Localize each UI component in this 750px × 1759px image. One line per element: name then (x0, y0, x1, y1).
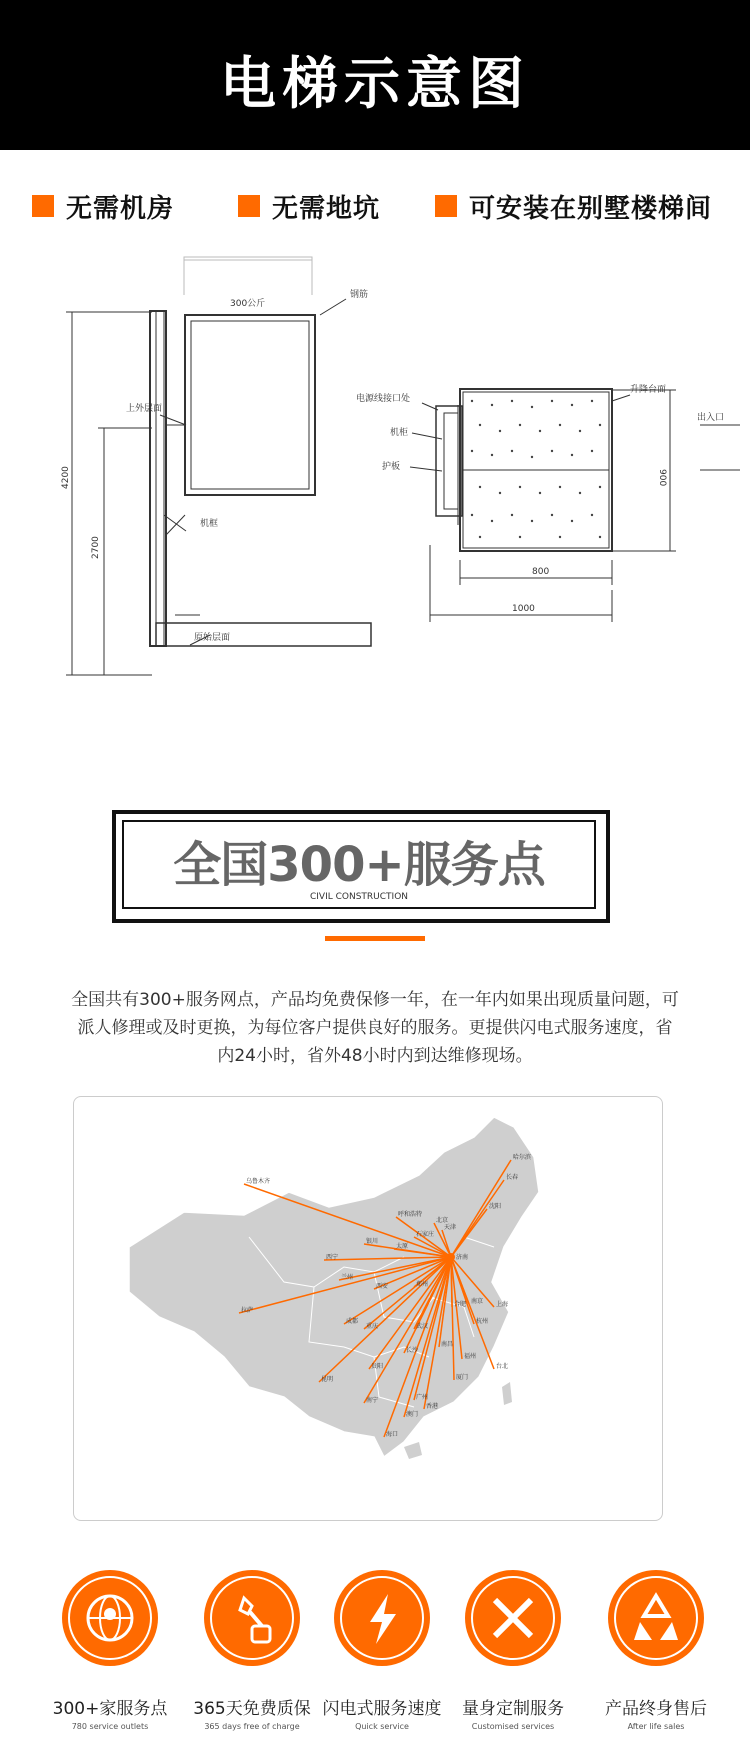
city-label: 哈尔滨 (513, 1154, 532, 1161)
city-label: 太原 (396, 1243, 409, 1250)
city-label: 长沙 (406, 1347, 419, 1354)
icon-service-outlets: 300+家服务点 780 service outlets (40, 1570, 180, 1731)
city-label: 拉萨 (241, 1307, 254, 1314)
label-platform: 升降台面 (630, 385, 667, 395)
label-2700: 2700 (91, 536, 101, 559)
city-label: 石家庄 (416, 1231, 435, 1238)
city-label: 上海 (496, 1301, 509, 1308)
city-label: 福州 (464, 1353, 477, 1360)
elevator-drawing (60, 255, 750, 685)
city-label: 昆明 (321, 1376, 334, 1383)
ruler-pencil-icon (465, 1570, 561, 1666)
city-label: 重庆 (366, 1323, 379, 1330)
city-label: 香港 (426, 1403, 439, 1410)
icon-free-warranty: 365天免费质保 365 days free of charge (182, 1570, 322, 1731)
city-label: 西安 (376, 1283, 389, 1290)
city-label: 沈阳 (489, 1203, 502, 1210)
city-label: 台北 (496, 1363, 509, 1370)
hub-label: 济南 (456, 1254, 469, 1261)
wrench-hand-icon (204, 1570, 300, 1666)
recycle-icon (608, 1570, 704, 1666)
city-label: 天津 (444, 1224, 457, 1231)
city-label: 海口 (386, 1431, 399, 1438)
city-label: 厦门 (456, 1374, 469, 1381)
label-800: 800 (532, 567, 550, 577)
feature-no-machine-room: 无需机房 (32, 190, 174, 222)
label-load: 300公斤 (230, 299, 266, 309)
label-upper-floor: 上外层面 (126, 404, 163, 414)
label-cable-outlet: 电源线接口处 (356, 394, 411, 404)
city-label: 澳门 (406, 1411, 419, 1418)
orange-square-icon (32, 195, 54, 217)
label-steel: 钢筋 (350, 290, 369, 300)
city-label: 银川 (366, 1238, 379, 1245)
hub-dot (447, 1253, 455, 1261)
label-900: 900 (657, 469, 667, 487)
city-label: 南宁 (366, 1397, 379, 1404)
service-paragraph: 全国共有300+服务网点，产品均免费保修一年，在一年内如果出现质量问题，可派人修理或及时更换，为每位客户提供良好的服务。更提供闪电式服务速度，省内24小时，省外48小时内到达维修现场。 (71, 990, 679, 1066)
label-4200: 4200 (61, 466, 71, 489)
city-label: 武汉 (416, 1323, 429, 1330)
china-map-card (73, 1096, 663, 1521)
city-label: 呼和浩特 (398, 1211, 423, 1218)
service-title: 全国300+服务点 (173, 837, 545, 893)
city-label: 广州 (416, 1394, 429, 1401)
orange-divider (325, 936, 425, 941)
city-label: 成都 (346, 1318, 359, 1325)
label-frame: 机框 (200, 519, 219, 529)
feature-no-pit: 无需地坑 (238, 190, 380, 222)
orange-square-icon (238, 195, 260, 217)
city-label: 杭州 (476, 1318, 489, 1325)
label-original-floor: 原始层面 (194, 633, 231, 643)
icon-quick-service: 闪电式服务速度 Quick service (312, 1570, 452, 1731)
city-label: 兰州 (341, 1274, 354, 1281)
city-label: 北京 (436, 1217, 449, 1224)
city-label: 合肥 (454, 1301, 467, 1308)
icon-custom-service: 量身定制服务 Customised services (443, 1570, 583, 1731)
label-entry: 出入口 (697, 413, 725, 423)
city-label: 西宁 (326, 1254, 339, 1261)
city-label: 南京 (471, 1298, 484, 1305)
city-label: 郑州 (416, 1281, 429, 1288)
icon-after-sales: 产品终身售后 After life sales (586, 1570, 726, 1731)
feature-villa-stairwell: 可安装在别墅楼梯间 (435, 190, 712, 222)
city-label: 长春 (506, 1174, 519, 1181)
label-guard: 护板 (382, 462, 401, 472)
service-subtitle: CIVIL CONSTRUCTION (309, 892, 409, 902)
lightning-icon (334, 1570, 430, 1666)
page-title: 电梯示意图 (220, 52, 530, 117)
city-label: 贵阳 (371, 1363, 384, 1370)
label-cabinet: 机柜 (390, 428, 409, 438)
globe-pin-icon (62, 1570, 158, 1666)
china-map (74, 1097, 662, 1520)
city-label: 乌鲁木齐 (246, 1178, 271, 1185)
orange-square-icon (435, 195, 457, 217)
city-label: 南昌 (441, 1341, 454, 1348)
label-1000: 1000 (512, 604, 535, 614)
service-icons-row (0, 1570, 750, 1740)
